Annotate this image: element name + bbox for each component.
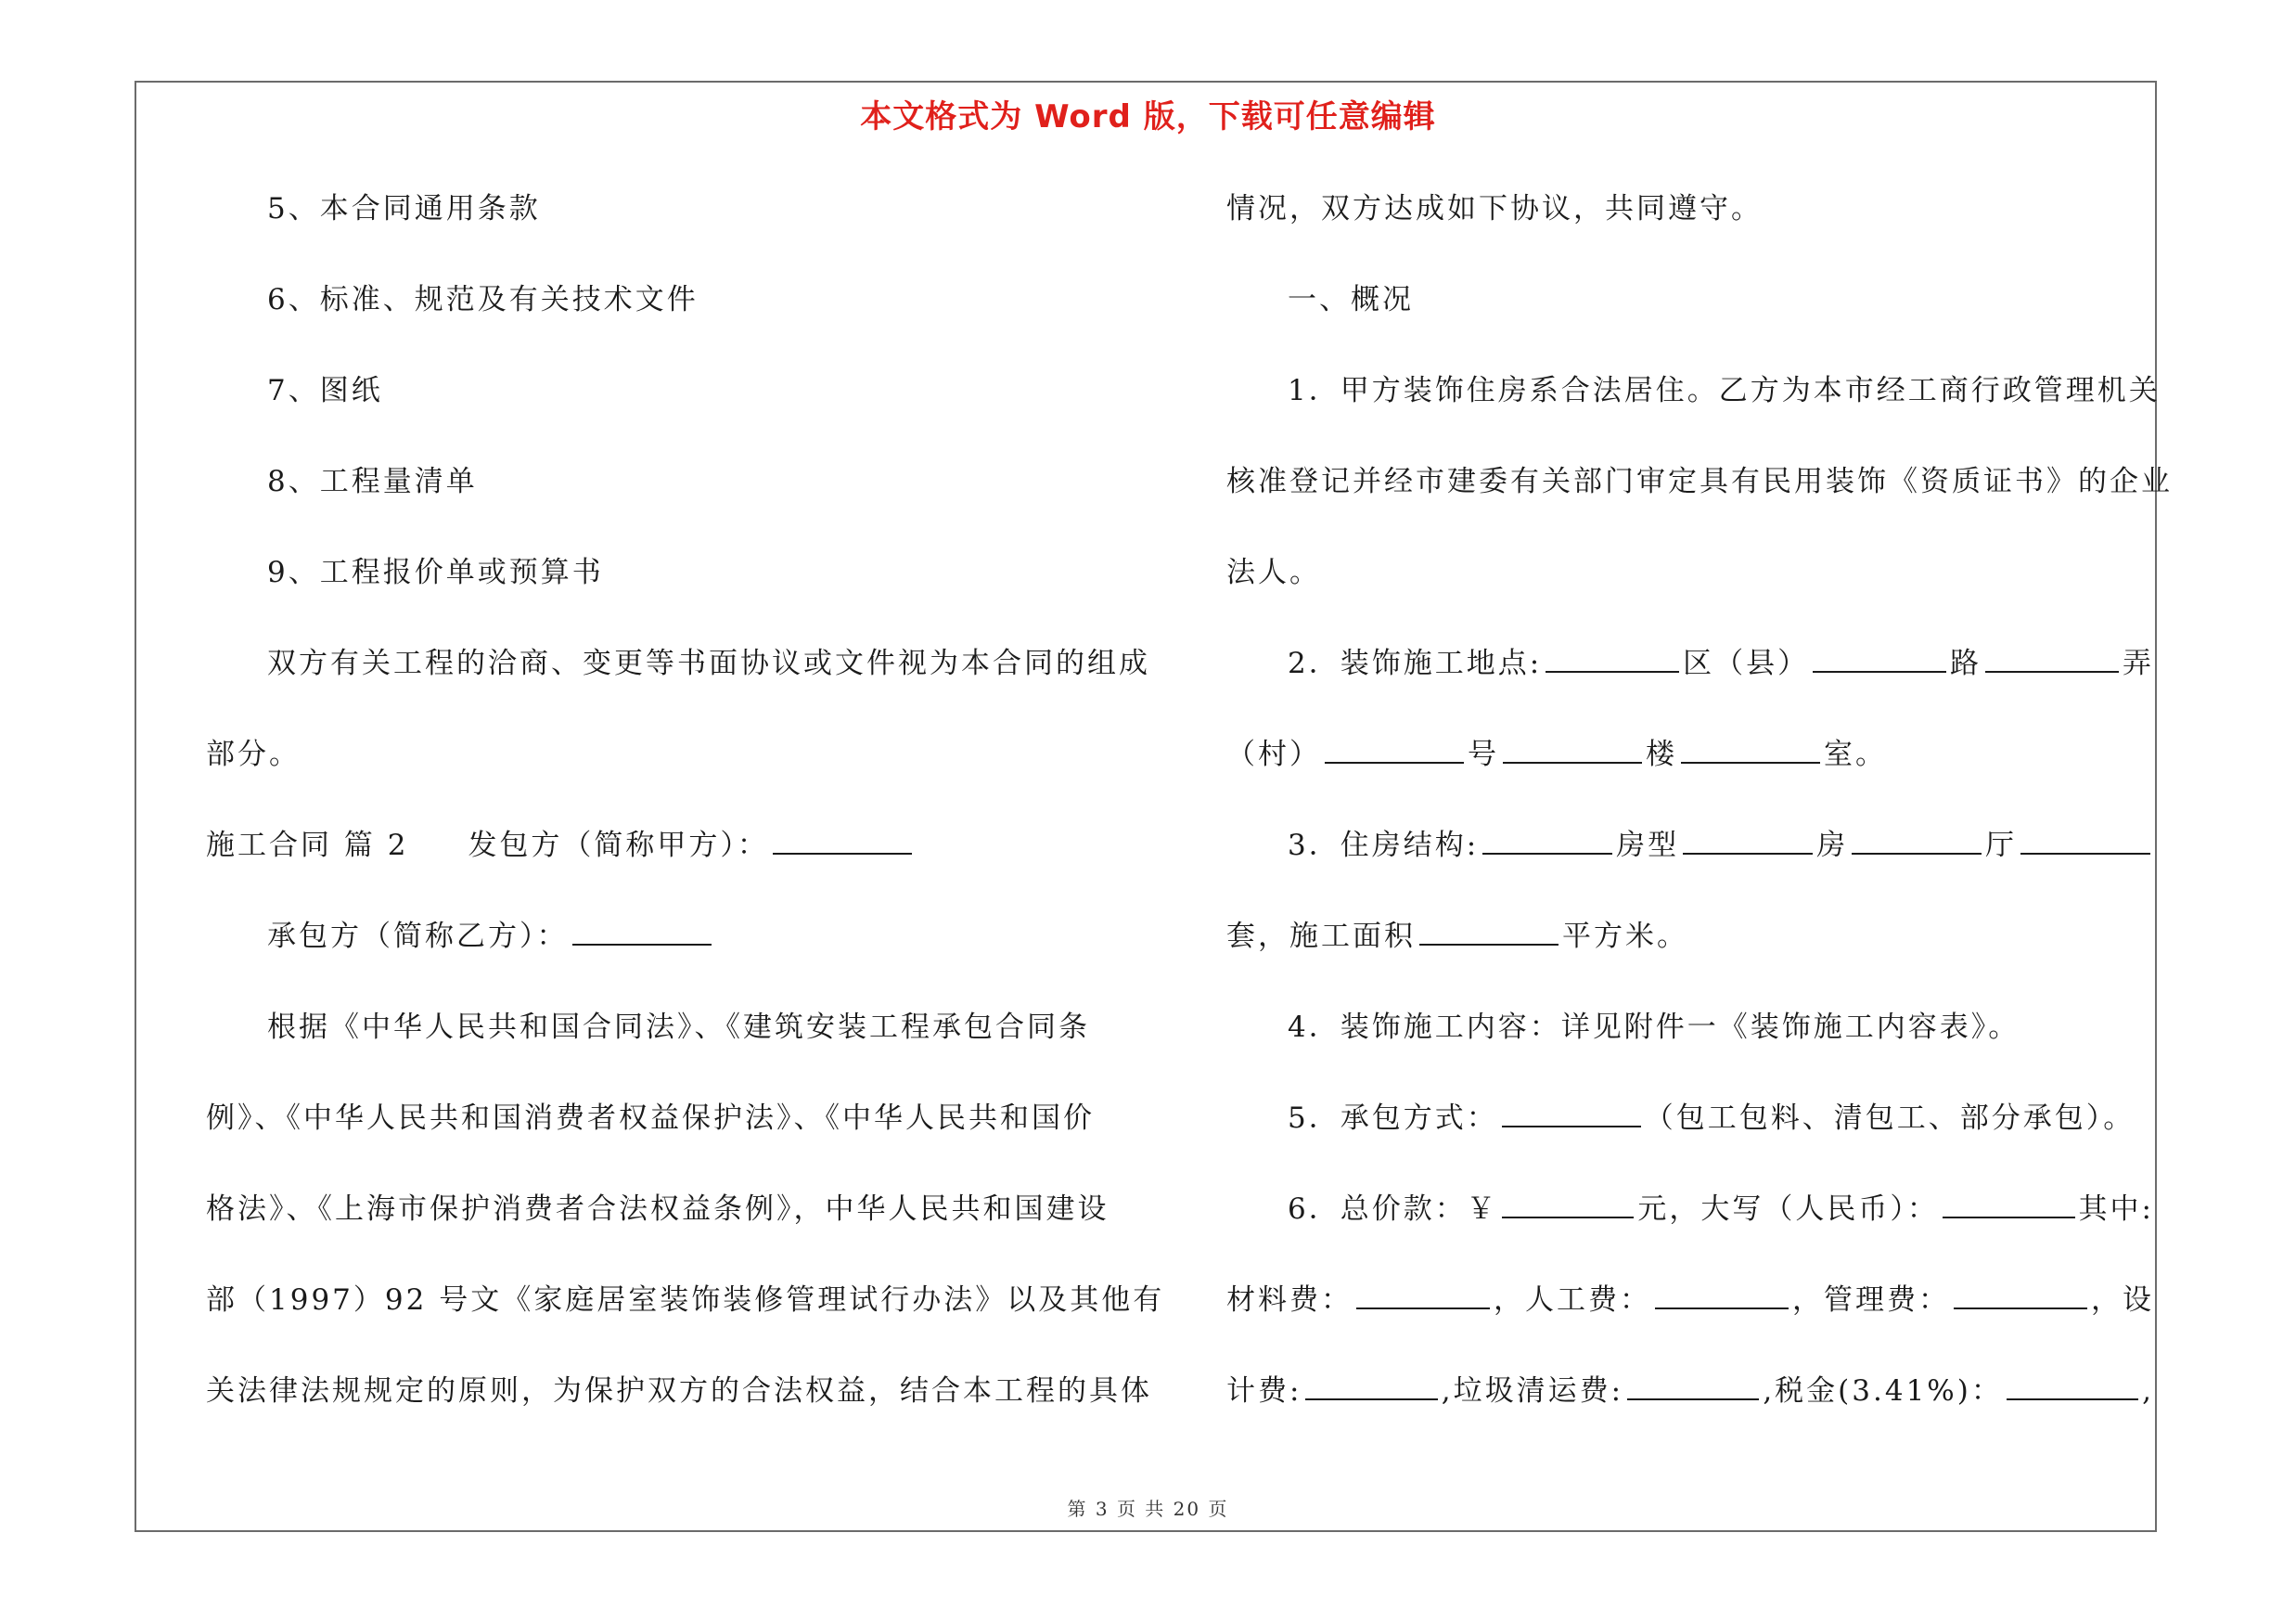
tax-label: ,税金(3.41%)： [1763,1374,2003,1408]
village-blank [1325,740,1464,764]
paragraph-line: 关法律法规规定的原则，为保护双方的合法权益，结合本工程的具体 [206,1374,1152,1408]
total-price-label: 6．总价款：￥ [1288,1192,1498,1226]
address-label: 2．装饰施工地点: [1288,647,1543,680]
lane-blank [1985,649,2119,673]
paragraph-line: 4．装饰施工内容：详见附件一《装饰施工内容表》。 [1288,1011,2020,1044]
section-heading: 一、概况 [1288,283,1414,316]
total-price-blank [1502,1194,1635,1218]
left-column [206,186,1165,1459]
design-fee-label: 计费: [1226,1374,1302,1408]
district-label: 区（县） [1683,647,1810,680]
building-label: 楼 [1646,738,1677,771]
fees-line-2 [1226,1368,2154,1459]
labor-fee-blank [1655,1285,1789,1309]
design-fee-blank [1305,1376,1437,1400]
section-heading-line [206,822,1134,913]
contract-mode-options: （包工包料、清包工、部分承包）。 [1644,1101,2136,1135]
area-line [1226,913,2154,1004]
type-label: 房型 [1616,829,1680,862]
paragraph-line: 8、工程量清单 [267,465,478,498]
road-label: 路 [1950,647,1982,680]
paragraph-line: 部分。 [206,738,301,771]
halls-blank [1852,831,1982,855]
section-heading: 施工合同 篇 2 [206,829,409,862]
structure-label: 3．住房结构: [1288,829,1480,862]
structure-line [1226,822,2154,913]
material-fee-label: 材料费： [1226,1283,1353,1317]
area-label: 套，施工面积 [1226,920,1416,953]
contract-mode-label: 5．承包方式： [1288,1101,1498,1135]
structure-blank [1482,831,1612,855]
contract-mode-blank [1502,1103,1641,1127]
district-blank [1546,649,1679,673]
number-blank [1503,740,1642,764]
paragraph-line: 7、图纸 [267,374,383,407]
lane-label: 弄 [2122,647,2154,680]
paragraph-line: 5、本合同通用条款 [267,192,541,225]
paragraph-line: 情况，双方达成如下协议，共同遵守。 [1226,192,1763,225]
paragraph-line: 法人。 [1226,556,1321,589]
address-line-1 [1226,640,2154,731]
paragraph-line: 核准登记并经市建委有关部门审定具有民用装饰《资质证书》的企业 [1226,465,2173,498]
area-blank [1419,921,1558,946]
design-fee-start: ，设 [2091,1283,2154,1317]
page-number: 第 3 页 共 20 页 [1067,1498,1229,1520]
road-blank [1813,649,1946,673]
room-label: 室。 [1824,738,1887,771]
village-label: （村） [1226,738,1321,771]
trailing-comma: , [2142,1374,2154,1408]
address-line-2 [1226,731,2154,822]
tax-blank [2007,1376,2138,1400]
right-column [1226,186,2173,1459]
management-fee-blank [1954,1285,2087,1309]
total-price-words-label: 元，大写（人民币）： [1637,1192,1939,1226]
building-blank [1681,740,1820,764]
paragraph-line: 格法》、《上海市保护消费者合法权益条例》，中华人民共和国建设 [206,1192,1110,1226]
contract-mode-line [1226,1095,2154,1186]
banner-notice: 本文格式为 Word 版，下载可任意编辑 [860,98,1436,135]
rooms-blank [1683,831,1813,855]
paragraph-line: 例》、《中华人民共和国消费者权益保护法》、《中华人民共和国价 [206,1101,1095,1135]
rooms-label: 房 [1816,829,1849,862]
party-b-blank [572,921,712,946]
sets-blank [2020,831,2150,855]
halls-label: 厅 [1985,829,2018,862]
paragraph-line: 根据《中华人民共和国合同法》、《建筑安装工程承包合同条 [267,1011,1090,1044]
paragraph-line: 9、工程报价单或预算书 [267,556,604,589]
paragraph-line: 6、标准、规范及有关技术文件 [267,283,699,316]
material-fee-blank [1356,1285,1490,1309]
party-a-label: 发包方（简称甲方）： [468,829,769,862]
labor-fee-label: ，人工费： [1494,1283,1651,1317]
waste-fee-label: ,垃圾清运费: [1441,1374,1624,1408]
paragraph-line: 1．甲方装饰住房系合法居住。乙方为本市经工商行政管理机关 [1288,374,2161,407]
total-price-line [1226,1186,2154,1277]
paragraph-line: 部（1997）92 号文《家庭居室装饰装修管理试行办法》以及其他有 [206,1283,1165,1317]
party-b-label: 承包方（简称乙方）： [267,920,569,953]
management-fee-label: ，管理费： [1792,1283,1950,1317]
number-label: 号 [1468,738,1499,771]
waste-fee-blank [1627,1376,1759,1400]
including-label: 其中: [2078,1192,2154,1226]
party-b-line [206,913,1134,1004]
fees-line-1 [1226,1277,2154,1368]
party-a-blank [773,831,912,855]
paragraph-line: 双方有关工程的洽商、变更等书面协议或文件视为本合同的组成 [267,647,1150,680]
total-price-words-blank [1943,1194,2075,1218]
area-unit: 平方米。 [1562,920,1688,953]
